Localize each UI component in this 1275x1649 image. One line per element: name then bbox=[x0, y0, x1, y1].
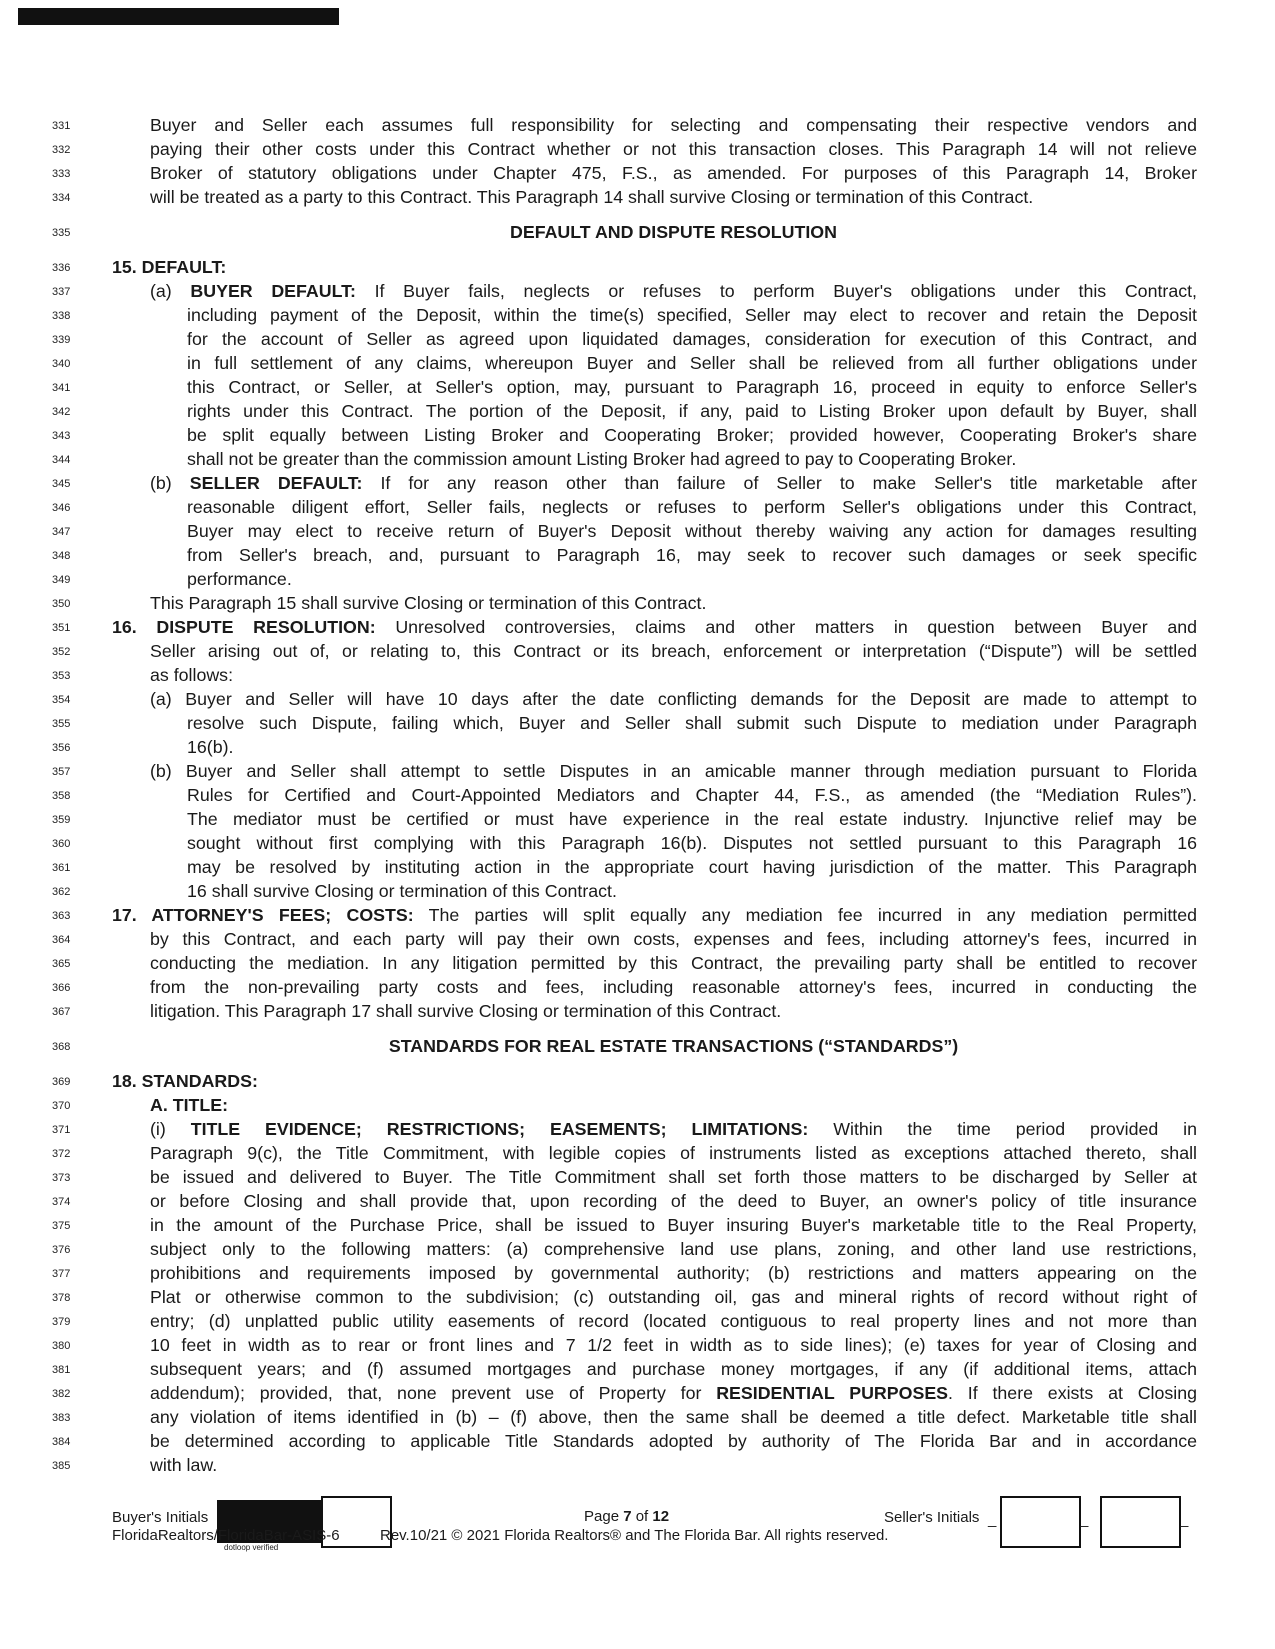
body-text: may be resolved by instituting action in the appropriate court having jurisdiction of the matter. This Paragraph bbox=[187, 857, 1197, 877]
contract-line bbox=[0, 1237, 1275, 1261]
line-text bbox=[187, 303, 1197, 327]
line-number: 359 bbox=[52, 814, 71, 826]
body-text: 16(b). bbox=[187, 737, 234, 757]
page-footer bbox=[0, 1500, 1275, 1640]
contract-line bbox=[0, 1453, 1275, 1477]
line-text bbox=[150, 1357, 1197, 1381]
contract-line bbox=[0, 137, 1275, 161]
body-text: Rules for Certified and Court-Appointed Mediators and Chapter 44, F.S., as amended (the “Mediation Rules”). bbox=[187, 785, 1197, 805]
line-text bbox=[187, 543, 1197, 567]
line-number: 366 bbox=[52, 982, 71, 994]
seller-initials-underline-3: _ bbox=[1180, 1511, 1189, 1528]
seller-initials-box-2[interactable] bbox=[1100, 1496, 1181, 1548]
body-text: 10 feet in width as to rear or front lines and 7 1/2 feet in width as to side lines); (e) taxes for year of Closing and bbox=[150, 1335, 1197, 1355]
contract-line bbox=[0, 185, 1275, 209]
contract-line bbox=[0, 1034, 1275, 1058]
contract-line bbox=[0, 1261, 1275, 1285]
body-text: addendum); provided, that, none prevent use of Property for bbox=[150, 1383, 717, 1403]
line-number: 335 bbox=[52, 227, 71, 239]
body-text: The mediator must be certified or must have experience in the real estate industry. Injunctive relief may be bbox=[187, 809, 1197, 829]
line-text bbox=[187, 519, 1197, 543]
bold-heading: A. TITLE: bbox=[150, 1095, 229, 1115]
body-text: Buyer and Seller each assumes full responsibility for selecting and compensating their respective vendors and bbox=[150, 115, 1197, 135]
line-text bbox=[112, 255, 1197, 279]
contract-line bbox=[0, 639, 1275, 663]
line-number: 341 bbox=[52, 382, 71, 394]
line-number: 378 bbox=[52, 1292, 71, 1304]
line-text bbox=[150, 137, 1197, 161]
line-number: 375 bbox=[52, 1220, 71, 1232]
bold-heading: SELLER DEFAULT: bbox=[189, 473, 363, 493]
contract-line bbox=[0, 927, 1275, 951]
contract-line bbox=[0, 279, 1275, 303]
body-text: If Buyer fails, neglects or refuses to perform Buyer's obligations under this Contract, bbox=[355, 281, 1197, 301]
body-text: paying their other costs under this Contract whether or not this transaction closes. This Paragraph 14 will not relieve bbox=[150, 139, 1197, 159]
contract-line bbox=[0, 759, 1275, 783]
seller-initials-box-1[interactable] bbox=[1000, 1496, 1081, 1548]
body-text: Paragraph 9(c), the Title Commitment, with legible copies of instruments listed as exceptions attached thereto, shall bbox=[150, 1143, 1197, 1163]
line-number: 332 bbox=[52, 144, 71, 156]
line-number: 343 bbox=[52, 430, 71, 442]
contract-line bbox=[0, 1357, 1275, 1381]
line-text bbox=[150, 185, 1197, 209]
body-text: from Seller's breach, and, pursuant to Paragraph 16, may seek to recover such damages or seek specific bbox=[187, 545, 1197, 565]
line-number: 333 bbox=[52, 168, 71, 180]
line-number: 353 bbox=[52, 670, 71, 682]
body-text: resolve such Dispute, failing which, Buyer and Seller shall submit such Dispute to mediation under Paragraph bbox=[187, 713, 1197, 733]
line-number: 339 bbox=[52, 334, 71, 346]
line-text bbox=[150, 1285, 1197, 1309]
section-gap bbox=[0, 244, 1275, 255]
line-text bbox=[112, 903, 1197, 927]
bold-heading: 18. STANDARDS: bbox=[112, 1071, 258, 1091]
line-number: 385 bbox=[52, 1460, 71, 1472]
line-number: 365 bbox=[52, 958, 71, 970]
bold-text: RESIDENTIAL PURPOSES bbox=[716, 1383, 949, 1403]
contract-line bbox=[0, 1333, 1275, 1357]
line-text bbox=[150, 1117, 1197, 1141]
line-number: 331 bbox=[52, 120, 71, 132]
line-number: 364 bbox=[52, 934, 71, 946]
line-number: 361 bbox=[52, 862, 71, 874]
contract-line bbox=[0, 220, 1275, 244]
line-number: 349 bbox=[52, 574, 71, 586]
body-text: any violation of items identified in (b) – (f) above, then the same shall be deemed a title defect. Marketable title shall bbox=[150, 1407, 1197, 1427]
contract-line bbox=[0, 113, 1275, 137]
line-number: 356 bbox=[52, 742, 71, 754]
line-number: 379 bbox=[52, 1316, 71, 1328]
line-number: 342 bbox=[52, 406, 71, 418]
body-text: STANDARDS FOR REAL ESTATE TRANSACTIONS (“STANDARDS”) bbox=[388, 1036, 959, 1056]
contract-line bbox=[0, 495, 1275, 519]
body-text: The parties will split equally any mediation fee incurred in any mediation permitted bbox=[413, 905, 1197, 925]
line-number: 344 bbox=[52, 454, 71, 466]
line-text bbox=[187, 807, 1197, 831]
buyers-initials-label: Buyer's Initials bbox=[112, 1509, 209, 1526]
bold-heading: 15. DEFAULT: bbox=[112, 257, 227, 277]
body-text: litigation. This Paragraph 17 shall survive Closing or termination of this Contract. bbox=[150, 1001, 782, 1021]
contract-line bbox=[0, 543, 1275, 567]
contract-line bbox=[0, 351, 1275, 375]
line-text bbox=[150, 1261, 1197, 1285]
line-number: 337 bbox=[52, 286, 71, 298]
body-text: from the non-prevailing party costs and fees, including reasonable attorney's fees, incurred in conducting the bbox=[150, 977, 1197, 997]
line-number: 351 bbox=[52, 622, 71, 634]
body-text: Unresolved controversies, claims and other matters in question between Buyer and bbox=[375, 617, 1197, 637]
sellers-initials-label: Seller's Initials bbox=[884, 1509, 980, 1526]
body-text: as follows: bbox=[150, 665, 234, 685]
seller-initials-underline-2: _ bbox=[1080, 1511, 1089, 1528]
contract-line bbox=[0, 735, 1275, 759]
line-text bbox=[150, 220, 1197, 244]
contract-line bbox=[0, 1165, 1275, 1189]
contract-line bbox=[0, 447, 1275, 471]
contract-line bbox=[0, 663, 1275, 687]
line-text bbox=[150, 687, 1197, 711]
line-text bbox=[150, 1189, 1197, 1213]
body-text: shall not be greater than the commission amount Listing Broker had agreed to pay to Cooperating Broker. bbox=[187, 449, 1017, 469]
bold-heading: 16. DISPUTE RESOLUTION: bbox=[112, 617, 376, 637]
dotloop-verified-stamp: dotloop verified bbox=[224, 1543, 279, 1552]
contract-line bbox=[0, 999, 1275, 1023]
body-text: be split equally between Listing Broker and Cooperating Broker; provided however, Cooperating Broker's share bbox=[187, 425, 1197, 445]
body-text: sought without first complying with this Paragraph 16(b). Disputes not settled pursuant to this Paragraph 16 bbox=[187, 833, 1197, 853]
line-number: 358 bbox=[52, 790, 71, 802]
line-number: 350 bbox=[52, 598, 71, 610]
body-text: rights under this Contract. The portion of the Deposit, if any, paid to Listing Broker upon default by Buyer, shall bbox=[187, 401, 1197, 421]
line-text bbox=[150, 161, 1197, 185]
redaction-bar-top bbox=[18, 8, 339, 25]
line-text bbox=[112, 1069, 1197, 1093]
line-text bbox=[150, 951, 1197, 975]
line-number: 348 bbox=[52, 550, 71, 562]
line-text bbox=[150, 927, 1197, 951]
line-text bbox=[187, 783, 1197, 807]
line-text bbox=[150, 471, 1197, 495]
line-number: 354 bbox=[52, 694, 71, 706]
item-marker: (b) bbox=[150, 473, 190, 493]
line-text bbox=[150, 1034, 1197, 1058]
contract-line bbox=[0, 1309, 1275, 1333]
body-text: DEFAULT AND DISPUTE RESOLUTION bbox=[510, 222, 837, 242]
contract-line bbox=[0, 975, 1275, 999]
line-text bbox=[187, 855, 1197, 879]
body-text: conducting the mediation. In any litigation permitted by this Contract, the prevailing party shall be entitled to recover bbox=[150, 953, 1197, 973]
line-number: 347 bbox=[52, 526, 71, 538]
contract-line bbox=[0, 399, 1275, 423]
line-text bbox=[187, 567, 1197, 591]
contract-line bbox=[0, 1405, 1275, 1429]
contract-line bbox=[0, 255, 1275, 279]
body-text: with law. bbox=[150, 1455, 218, 1475]
line-text bbox=[187, 423, 1197, 447]
line-number: 352 bbox=[52, 646, 71, 658]
bold-heading: 17. ATTORNEY'S FEES; COSTS: bbox=[112, 905, 414, 925]
line-number: 357 bbox=[52, 766, 71, 778]
bold-heading: TITLE EVIDENCE; RESTRICTIONS; EASEMENTS; LIMITATIONS: bbox=[190, 1119, 809, 1139]
sellers-initials-underline: _ bbox=[988, 1511, 999, 1528]
body-text: . If there exists at Closing bbox=[948, 1383, 1197, 1403]
line-text bbox=[187, 831, 1197, 855]
body-text: in the amount of the Purchase Price, shall be issued to Buyer insuring Buyer's marketable title to the Real Property, bbox=[150, 1215, 1197, 1235]
contract-line bbox=[0, 615, 1275, 639]
section-gap bbox=[0, 1023, 1275, 1034]
line-number: 369 bbox=[52, 1076, 71, 1088]
line-text bbox=[150, 1309, 1197, 1333]
contract-line bbox=[0, 471, 1275, 495]
contract-line bbox=[0, 303, 1275, 327]
body-text: performance. bbox=[187, 569, 292, 589]
body-text: prohibitions and requirements imposed by governmental authority; (b) restrictions and matters appearing on the bbox=[150, 1263, 1197, 1283]
body-text: in full settlement of any claims, whereupon Buyer and Seller shall be relieved from all further obligations under bbox=[187, 353, 1197, 373]
line-text bbox=[187, 327, 1197, 351]
body-text: Plat or otherwise common to the subdivision; (c) outstanding oil, gas and mineral rights of record without right of bbox=[150, 1287, 1197, 1307]
line-text bbox=[187, 495, 1197, 519]
line-number: 371 bbox=[52, 1124, 71, 1136]
line-number: 346 bbox=[52, 502, 71, 514]
body-text: Seller arising out of, or relating to, this Contract or its breach, enforcement or interpretation (“Dispute”) will be settled bbox=[150, 641, 1197, 661]
body-text: subject only to the following matters: (a) comprehensive land use plans, zoning, and other land use restrictions, bbox=[150, 1239, 1197, 1259]
line-text bbox=[150, 1405, 1197, 1429]
line-number: 336 bbox=[52, 262, 71, 274]
line-text bbox=[150, 975, 1197, 999]
line-number: 377 bbox=[52, 1268, 71, 1280]
line-number: 373 bbox=[52, 1172, 71, 1184]
contract-line bbox=[0, 711, 1275, 735]
body-text: entry; (d) unplatted public utility easements of record (located contiguous to real property lines and not more than bbox=[150, 1311, 1197, 1331]
line-text bbox=[150, 113, 1197, 137]
contract-line bbox=[0, 855, 1275, 879]
body-text: be issued and delivered to Buyer. The Title Commitment shall set forth those matters to be discharged by Seller at bbox=[150, 1167, 1197, 1187]
body-text: reasonable diligent effort, Seller fails, neglects or refuses to perform Seller's obligations under this Contract, bbox=[187, 497, 1197, 517]
line-text bbox=[150, 999, 1197, 1023]
line-text bbox=[150, 279, 1197, 303]
line-number: 345 bbox=[52, 478, 71, 490]
contract-line bbox=[0, 951, 1275, 975]
contract-line bbox=[0, 1381, 1275, 1405]
line-text bbox=[150, 1381, 1197, 1405]
contract-line bbox=[0, 1429, 1275, 1453]
body-text: for the account of Seller as agreed upon liquidated damages, consideration for execution of this Contract, and bbox=[187, 329, 1197, 349]
body-text: Broker of statutory obligations under Chapter 475, F.S., as amended. For purposes of this Paragraph 14, Broker bbox=[150, 163, 1197, 183]
body-text: or before Closing and shall provide that, upon recording of the deed to Buyer, an owner's policy of title insurance bbox=[150, 1191, 1197, 1211]
body-text: by this Contract, and each party will pay their own costs, expenses and fees, including attorney's fees, incurred in bbox=[150, 929, 1197, 949]
line-text bbox=[112, 615, 1197, 639]
copyright-revision: Rev.10/21 © 2021 Florida Realtors® and The Florida Bar. All rights reserved. bbox=[380, 1527, 889, 1544]
section-gap bbox=[0, 209, 1275, 220]
body-text: (b) Buyer and Seller shall attempt to settle Disputes in an amicable manner through mediation pursuant to Florida bbox=[150, 761, 1197, 781]
contract-line bbox=[0, 1141, 1275, 1165]
line-number: 368 bbox=[52, 1041, 71, 1053]
line-text bbox=[187, 375, 1197, 399]
body-text: Buyer may elect to receive return of Buyer's Deposit without thereby waiving any action for damages resulting bbox=[187, 521, 1197, 541]
line-text bbox=[150, 1213, 1197, 1237]
contract-line bbox=[0, 1213, 1275, 1237]
contract-line bbox=[0, 1069, 1275, 1093]
line-number: 383 bbox=[52, 1412, 71, 1424]
line-text bbox=[187, 879, 1197, 903]
line-text bbox=[187, 447, 1197, 471]
contract-line bbox=[0, 1189, 1275, 1213]
body-text: Within the time period provided in bbox=[808, 1119, 1197, 1139]
contract-line bbox=[0, 1117, 1275, 1141]
line-text bbox=[150, 1237, 1197, 1261]
contract-body bbox=[0, 113, 1275, 1477]
line-number: 338 bbox=[52, 310, 71, 322]
body-text: this Contract, or Seller, at Seller's option, may, pursuant to Paragraph 16, proceed in equity to enforce Seller's bbox=[187, 377, 1197, 397]
line-number: 360 bbox=[52, 838, 71, 850]
contract-line bbox=[0, 807, 1275, 831]
line-text bbox=[150, 1141, 1197, 1165]
body-text: including payment of the Deposit, within the time(s) specified, Seller may elect to recover and retain the Deposit bbox=[187, 305, 1197, 325]
form-id: FloridaRealtors/FloridaBar-ASIS-6 bbox=[112, 1527, 340, 1544]
line-number: 363 bbox=[52, 910, 71, 922]
body-text: will be treated as a party to this Contract. This Paragraph 14 shall survive Closing or termination of this Contract. bbox=[150, 187, 1034, 207]
body-text: This Paragraph 15 shall survive Closing or termination of this Contract. bbox=[150, 593, 707, 613]
line-text bbox=[187, 399, 1197, 423]
contract-line bbox=[0, 831, 1275, 855]
contract-line bbox=[0, 423, 1275, 447]
line-number: 372 bbox=[52, 1148, 71, 1160]
line-text bbox=[150, 639, 1197, 663]
contract-line bbox=[0, 375, 1275, 399]
line-number: 370 bbox=[52, 1100, 71, 1112]
line-text bbox=[150, 759, 1197, 783]
line-number: 367 bbox=[52, 1006, 71, 1018]
line-number: 374 bbox=[52, 1196, 71, 1208]
line-number: 362 bbox=[52, 886, 71, 898]
line-number: 382 bbox=[52, 1388, 71, 1400]
body-text: If for any reason other than failure of Seller to make Seller's title marketable after bbox=[362, 473, 1197, 493]
line-text bbox=[187, 711, 1197, 735]
line-text bbox=[150, 1429, 1197, 1453]
body-text: subsequent years; and (f) assumed mortgages and purchase money mortgages, if any (if additional items, attach bbox=[150, 1359, 1197, 1379]
line-text bbox=[150, 1165, 1197, 1189]
contract-line bbox=[0, 519, 1275, 543]
item-marker: (a) bbox=[150, 281, 191, 301]
line-text bbox=[150, 591, 1197, 615]
contract-line bbox=[0, 687, 1275, 711]
page-number: Page 7 of 12 bbox=[584, 1508, 670, 1525]
line-number: 381 bbox=[52, 1364, 71, 1376]
line-text bbox=[150, 663, 1197, 687]
bold-heading: BUYER DEFAULT: bbox=[190, 281, 356, 301]
line-text bbox=[150, 1093, 1197, 1117]
item-marker: (i) bbox=[150, 1119, 191, 1139]
body-text: be determined according to applicable Title Standards adopted by authority of The Florida Bar and in accordance bbox=[150, 1431, 1197, 1451]
contract-line bbox=[0, 161, 1275, 185]
line-number: 376 bbox=[52, 1244, 71, 1256]
body-text: 16 shall survive Closing or termination of this Contract. bbox=[187, 881, 617, 901]
line-number: 340 bbox=[52, 358, 71, 370]
contract-line bbox=[0, 327, 1275, 351]
line-text bbox=[187, 351, 1197, 375]
contract-line bbox=[0, 783, 1275, 807]
line-text bbox=[150, 1333, 1197, 1357]
contract-line bbox=[0, 1093, 1275, 1117]
contract-line bbox=[0, 1285, 1275, 1309]
body-text: (a) Buyer and Seller will have 10 days after the date conflicting demands for the Deposit are made to attempt to bbox=[150, 689, 1197, 709]
line-number: 384 bbox=[52, 1436, 71, 1448]
line-number: 334 bbox=[52, 192, 71, 204]
line-text bbox=[187, 735, 1197, 759]
line-number: 355 bbox=[52, 718, 71, 730]
contract-line bbox=[0, 879, 1275, 903]
section-gap bbox=[0, 1058, 1275, 1069]
line-text bbox=[150, 1453, 1197, 1477]
contract-line bbox=[0, 903, 1275, 927]
contract-line bbox=[0, 591, 1275, 615]
contract-line bbox=[0, 567, 1275, 591]
line-number: 380 bbox=[52, 1340, 71, 1352]
